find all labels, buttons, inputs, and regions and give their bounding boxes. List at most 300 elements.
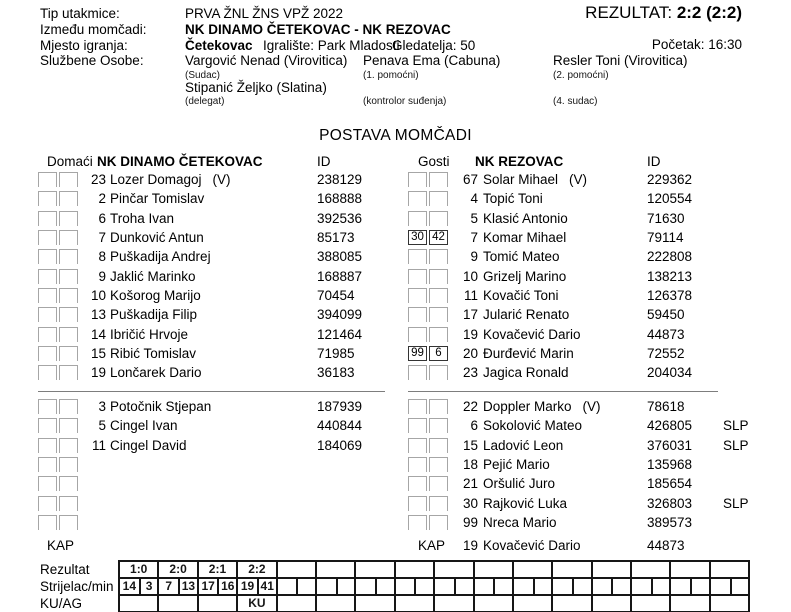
event-minute-box-1 [408,496,427,511]
event-minute-box-1 [38,269,57,284]
event-minute-box-2 [59,346,78,361]
venue-label: Mjesto igranja: [40,38,128,53]
minute-cell: 41 [257,579,276,594]
event-minute-box-2 [59,288,78,303]
official-assistant2-role: (2. pomoćni) [553,70,609,81]
score-group [394,562,433,611]
score-result-cell: 2:2 [248,562,266,576]
home-captain-row [38,536,388,555]
event-minute-box-2 [429,515,448,530]
player-id: 426805 [647,418,693,434]
player-name: Komar Mihael [483,230,567,246]
away-captain-row [408,536,758,555]
player-id: 71630 [647,210,685,226]
player-name: Đurđević Marin [483,346,574,362]
player-row [38,344,398,363]
player-row [408,455,768,474]
player-name-wrap [110,191,204,206]
event-minute-box-2 [429,327,448,342]
player-row [408,247,768,266]
player-name: Kovačić Toni [483,288,559,304]
event-minute-box-2 [429,249,448,264]
ku-ag-cell [632,594,669,611]
scorer-minute-cells [356,577,393,594]
event-minute-box-1 [38,249,57,264]
scorer-cell [514,579,533,594]
score-row-label-result: Rezultat [40,562,90,577]
scorer-cell [553,579,572,594]
player-number: 23 [462,365,478,381]
home-starters-list [38,170,398,383]
score-group [630,562,669,611]
score-group [591,562,630,611]
player-number: 13 [90,307,106,323]
event-minute-box-2 [59,365,78,380]
score-result-cell [396,562,433,577]
match-type-label: Tip utakmice: [40,6,120,21]
player-number: 11 [91,437,106,453]
player-number: 19 [90,365,106,381]
player-name-wrap [483,399,601,414]
player-id: 184069 [317,437,363,453]
event-minute-box-2 [59,515,78,530]
score-group [709,562,748,611]
minute-cell [296,579,315,594]
minute-cell [572,579,591,594]
player-number: 23 [90,172,106,187]
player-row [408,170,768,189]
goalkeeper-mark: (V) [569,172,588,187]
player-row [38,474,398,493]
player-name: Ladović Leon [483,437,564,453]
player-row [38,209,398,228]
player-number: 7 [470,230,478,246]
player-id: 78618 [647,399,685,414]
event-minute-box-1 [38,346,57,361]
event-minute-box-2 [59,327,78,342]
player-id: 394099 [317,307,363,323]
player-id: 138213 [647,268,693,284]
player-name-wrap [483,269,566,284]
between-label: Između momčadi: [40,22,147,37]
player-id: 229362 [647,172,693,187]
player-name-wrap [110,346,196,361]
event-minute-box-1 [408,211,427,226]
player-row [408,344,768,363]
event-minute-box-1 [408,476,427,491]
event-minute-box-2 [59,399,78,414]
player-id: 85173 [317,230,355,246]
home-side-label: Domaći [47,154,93,169]
event-minute-box-2 [59,496,78,511]
player-row [408,416,768,435]
scorer-cell [671,579,690,594]
section-title: POSTAVA MOMČADI [319,127,472,144]
player-number: 9 [470,249,478,265]
score-group [551,562,590,611]
scorer-minute-cells [120,577,157,594]
event-minute-box-2 [429,191,448,206]
player-id: 389573 [647,515,693,531]
event-minute-box-1 [38,399,57,414]
result-value: 2:2 (2:2) [676,3,742,22]
away-captain-name: Kovačević Dario [483,538,581,553]
player-row [38,170,398,189]
slp-badge: SLP [723,495,749,511]
away-captain-number: 19 [462,538,478,553]
event-minute-box-2 [429,476,448,491]
scorer-cell [632,579,651,594]
scorer-minute-cells [238,577,275,594]
player-row [408,397,768,416]
player-id: 238129 [317,172,363,187]
official-assistant2-name: Resler Toni (Virovitica) [553,53,688,68]
official-delegate-name: Stipanić Željko (Slatina) [185,80,327,95]
player-name-wrap [483,249,560,264]
player-id: 326803 [647,495,693,511]
official-controller-role: (kontrolor suđenja) [363,96,447,107]
ku-ag-cell: KU [238,594,275,611]
scorer-minute-cells [711,577,748,594]
player-name-wrap [483,476,555,491]
away-id-header: ID [647,154,661,169]
player-row [408,325,768,344]
match-type-value: PRVA ŽNL ŽNS VPŽ 2022 [185,6,344,21]
event-minute-box-2 [59,438,78,453]
official-delegate-role: (delegat) [185,96,225,107]
event-minute-box-1 [38,457,57,472]
player-name: Troha Ivan [110,210,175,226]
player-name: Košorog Marijo [110,288,201,304]
player-name: Puškadija Andrej [110,249,211,265]
player-row [38,189,398,208]
event-minute-box-1 [408,438,427,453]
event-minute-box-2: 6 [429,346,448,361]
minute-cell [336,579,355,594]
home-bench-divider [38,391,385,392]
score-group [354,562,393,611]
player-name-wrap [110,418,178,433]
player-id: 187939 [317,399,363,414]
scorer-minute-cells [671,577,708,594]
ku-ag-cell [671,594,708,611]
scorer-minute-cells [632,577,669,594]
away-team-name: NK REZOVAC [475,154,564,169]
ku-ag-cell [120,594,157,611]
event-minute-box-1 [38,211,57,226]
ku-ag-cell [593,594,630,611]
event-minute-box-2 [429,457,448,472]
player-number: 4 [470,191,478,207]
event-minute-box-1: 99 [408,346,427,361]
player-id: 440844 [317,418,363,434]
player-name: Pinčar Tomislav [110,191,205,207]
player-name-wrap [483,515,557,530]
event-minute-box-1 [38,288,57,303]
event-minute-box-1 [38,515,57,530]
player-number: 6 [470,418,478,434]
score-group [669,562,708,611]
scorer-cell [711,579,730,594]
officials-label: Službene Osobe: [40,53,144,68]
event-minute-box-2 [59,269,78,284]
official-assistant1-role: (1. pomoćni) [363,70,419,81]
player-name-wrap [483,346,574,361]
event-minute-box-1 [38,307,57,322]
player-name: Topić Toni [483,191,543,207]
player-row [408,436,768,455]
player-row [38,397,398,416]
event-minute-box-2 [59,307,78,322]
player-id: 121464 [317,326,363,342]
ku-ag-cell [396,594,433,611]
player-name: Rajković Luka [483,495,568,511]
player-id: 72552 [647,346,685,362]
score-group [315,562,354,611]
event-minute-box-2 [59,418,78,433]
score-result-cell [475,562,512,577]
player-id: 120554 [647,191,693,207]
player-name: Jagica Ronald [483,365,569,381]
minute-cell [651,579,670,594]
player-name: Sokolović Mateo [483,418,583,434]
player-name: Oršulić Juro [483,476,556,492]
event-minute-box-1 [38,476,57,491]
score-result-cell [553,562,590,577]
player-number: 19 [462,326,478,342]
player-number: 5 [98,418,106,434]
player-name-wrap [110,211,174,226]
score-result-cell [711,562,748,577]
scorer-minute-cells [317,577,354,594]
minute-cell [493,579,512,594]
player-name: Dunković Antun [110,230,204,246]
player-id: 168888 [317,191,363,207]
away-kap-label: KAP [418,538,446,553]
away-bench-list [408,397,768,532]
event-minute-box-1 [408,288,427,303]
away-bench-divider [408,391,718,392]
minute-cell: 16 [217,579,236,594]
player-id: 44873 [647,326,685,342]
player-number: 6 [98,210,106,226]
player-row [408,305,768,324]
event-minute-box-2 [429,418,448,433]
ku-ag-cell [356,594,393,611]
player-row [408,513,768,532]
player-name: Klasić Antonio [483,210,568,226]
player-number: 9 [98,268,106,284]
scorer-cell [278,579,297,594]
scorer-cell [356,579,375,594]
player-row [408,474,768,493]
minute-cell [730,579,749,594]
scorer-minute-cells [159,577,196,594]
score-row-label-scorer: Strijelac/min [40,579,114,594]
player-id: 59450 [647,307,685,323]
player-number: 20 [462,346,478,362]
event-minute-box-1 [38,418,57,433]
player-name: Grizelj Marino [483,268,567,284]
player-number: 2 [98,191,106,207]
player-name-wrap [110,288,201,303]
event-minute-box-1 [408,327,427,342]
player-number: 21 [462,476,478,492]
player-id: 36183 [317,365,355,381]
ku-ag-cell [278,594,315,611]
event-minute-box-2 [59,249,78,264]
minute-cell: 13 [178,579,197,594]
event-minute-box-1 [408,457,427,472]
player-name: Lozer Domagoj [110,172,202,187]
player-id: 388085 [317,249,363,265]
score-result-cell [278,562,315,577]
event-minute-box-1 [408,515,427,530]
score-group [512,562,551,611]
scorer-minute-cells [199,577,236,594]
player-row [38,228,398,247]
ku-ag-cell [199,594,236,611]
official-fourth-role: (4. sudac) [553,96,598,107]
player-number: 17 [462,307,478,323]
score-progress-table [118,560,750,612]
player-name-wrap [483,438,563,453]
player-number: 67 [462,172,478,187]
player-number: 5 [470,210,478,226]
player-number: 99 [462,515,478,531]
scorer-cell [435,579,454,594]
event-minute-box-2: 42 [429,230,448,245]
player-id: 79114 [647,230,684,246]
score-group [473,562,512,611]
event-minute-box-1 [38,496,57,511]
event-minute-box-2 [429,438,448,453]
official-referee-name: Vargović Nenad (Virovitica) [185,53,348,68]
player-row [38,325,398,344]
event-minute-box-2 [429,307,448,322]
score-result-cell [593,562,630,577]
minute-cell [533,579,552,594]
player-name: Tomić Mateo [483,249,560,265]
player-id: 204034 [647,365,693,381]
player-name-wrap [110,230,204,245]
event-minute-box-1 [408,249,427,264]
event-minute-box-2 [429,365,448,380]
player-name: Potočnik Stjepan [110,399,212,414]
player-name-wrap [110,249,211,264]
score-group [197,562,236,611]
event-minute-box-1 [408,365,427,380]
player-name-wrap [483,230,566,245]
scorer-minute-cells [514,577,551,594]
player-number: 10 [462,268,478,284]
score-result-cell [514,562,551,577]
event-minute-box-2 [59,191,78,206]
player-name-wrap [483,327,581,342]
minute-cell [414,579,433,594]
player-row [38,494,398,513]
score-result-cell [632,562,669,577]
player-id: 222808 [647,249,693,265]
event-minute-box-2 [429,399,448,414]
scorer-cell: 17 [201,579,215,593]
player-name-wrap [483,211,568,226]
player-name: Kovačević Dario [483,326,581,342]
minute-cell [375,579,394,594]
ku-ag-cell [475,594,512,611]
player-name-wrap [110,399,211,414]
score-result-cell: 1:0 [130,562,148,576]
ku-ag-cell [553,594,590,611]
event-minute-box-1 [38,327,57,342]
player-name: Pejić Mario [483,457,550,473]
player-name-wrap [483,288,559,303]
player-id: 126378 [647,288,693,304]
event-minute-box-2 [429,496,448,511]
venue-city: Četekovac [185,38,253,53]
player-name-wrap [110,172,231,187]
home-team-name: NK DINAMO ČETEKOVAC [97,154,263,169]
player-number: 7 [98,230,106,246]
player-row [38,455,398,474]
event-minute-box-1 [408,191,427,206]
player-number: 10 [90,288,106,304]
event-minute-box-1 [38,191,57,206]
player-name: Jularić Renato [483,307,570,323]
player-number: 8 [98,249,106,265]
away-captain-id: 44873 [647,538,685,553]
player-name: Nreca Mario [483,515,557,531]
ku-ag-cell [317,594,354,611]
scorer-minute-cells [593,577,630,594]
player-number: 22 [462,399,478,414]
player-name-wrap [110,269,196,284]
player-number: 11 [463,288,478,304]
event-minute-box-1 [38,365,57,380]
player-name: Cingel David [110,437,187,453]
score-result-cell [317,562,354,577]
spectators: Gledatelja: 50 [392,38,476,53]
player-name-wrap [483,365,569,380]
event-minute-box-2 [429,211,448,226]
player-row [408,363,768,382]
event-minute-box-1 [408,307,427,322]
event-minute-box-2 [59,230,78,245]
player-name-wrap [483,418,582,433]
player-name: Cingel Ivan [110,418,178,434]
event-minute-box-1 [38,438,57,453]
player-id: 168887 [317,268,363,284]
between-teams: NK DINAMO ČETEKOVAC - NK REZOVAC [185,22,451,37]
player-id: 392536 [317,210,363,226]
event-minute-box-1 [408,172,427,187]
event-minute-box-2 [59,476,78,491]
score-result-cell [356,562,393,577]
player-row [38,267,398,286]
event-minute-box-1 [408,418,427,433]
player-id: 376031 [647,437,693,453]
goalkeeper-mark: (V) [582,399,601,414]
player-row [38,363,398,382]
official-assistant1-name: Penava Ema (Cabuna) [363,53,501,68]
result-label: REZULTAT: [585,3,673,22]
player-row [38,513,398,532]
player-row [38,247,398,266]
player-number: 15 [462,437,478,453]
ku-ag-cell [159,594,196,611]
player-name: Ibričić Hrvoje [110,326,189,342]
home-kap-label: KAP [47,538,75,553]
